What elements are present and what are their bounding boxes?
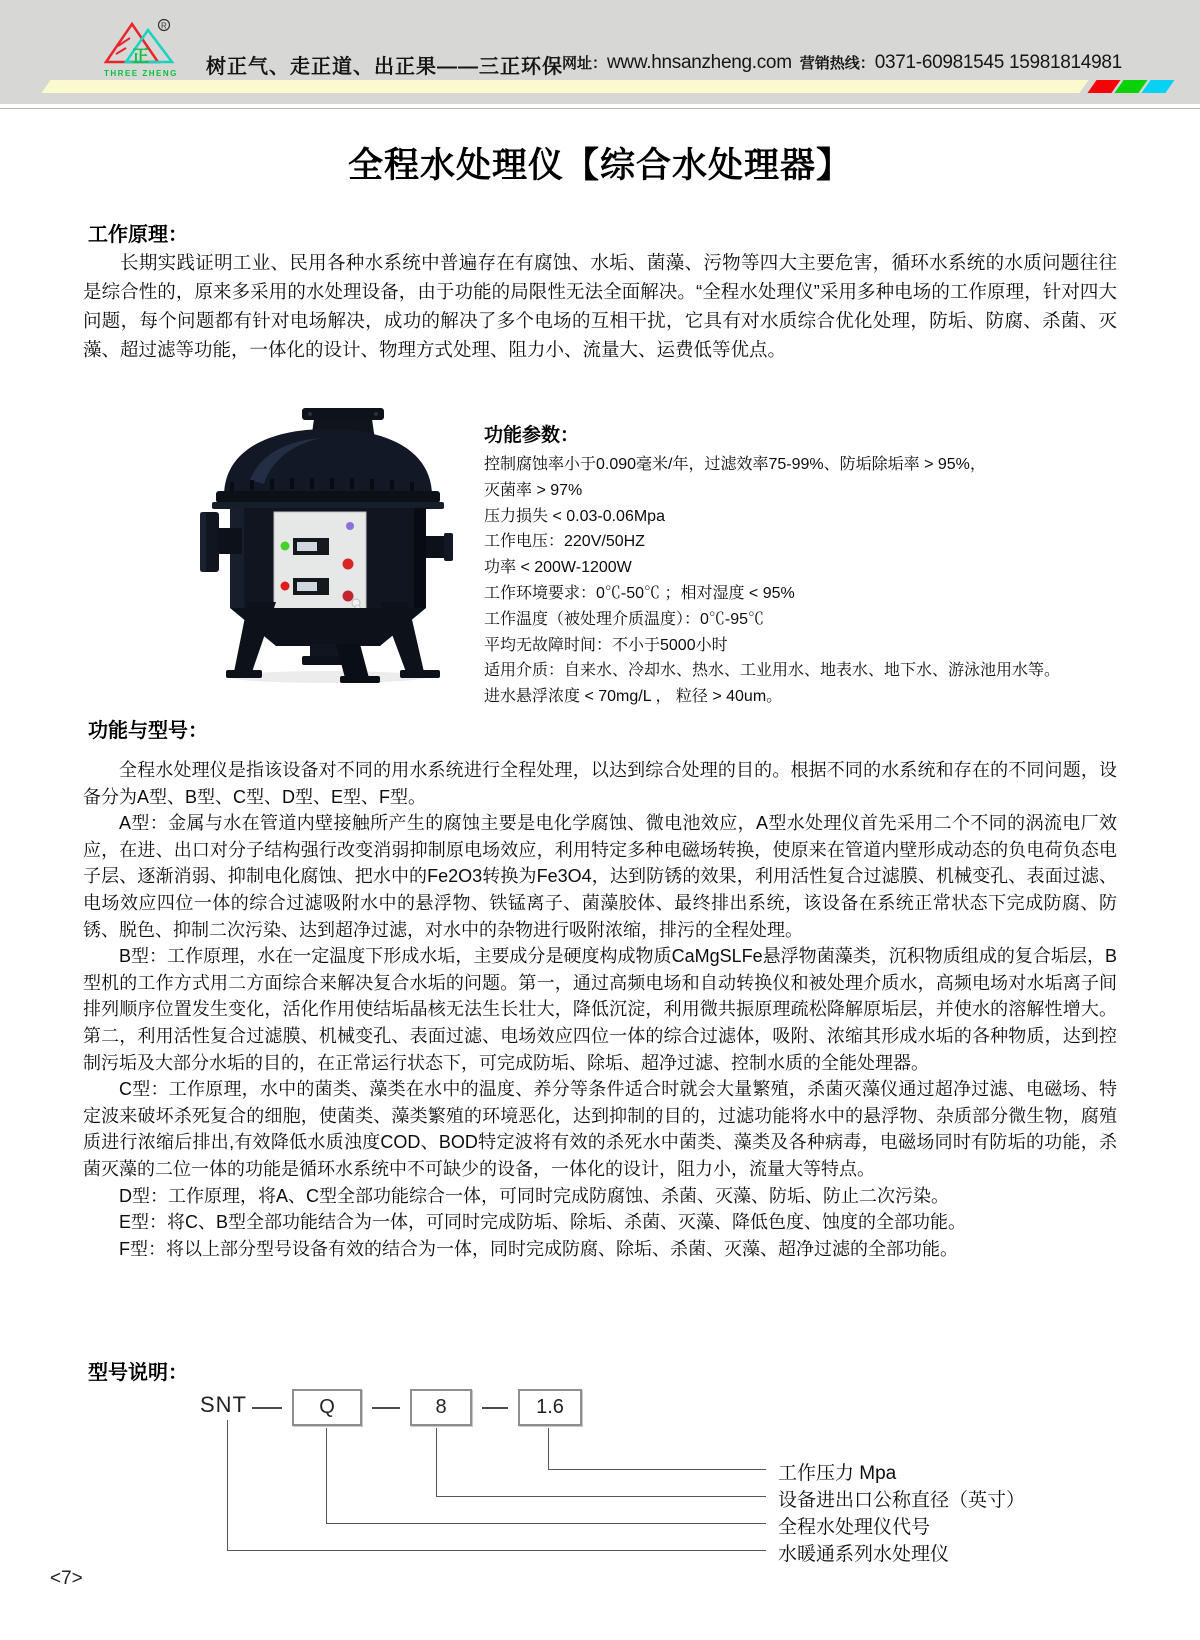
model-code-box-16: 1.6 [518, 1389, 582, 1426]
model-a-paragraph: A型：金属与水在管道内壁接触所产生的腐蚀主要是电化学腐蚀、微电池效应，A型水处理仪首先采用二个不同的涡流电厂效应，在进、出口对分子结构强行改变消弱抑制原电场效应，利用特定多种电磁场转换，使原来在管道内壁形成动态的负电荷负态电子层、逐渐消弱、抑制电化腐蚀、把水中的Fe2O3转换为Fe3O4，达到防锈的效果，利用活性复合过滤膜、机械变孔、表面过滤、电场效应四位一体的综合过滤吸附水中的悬浮物、铁锰离子、菌藻胶体、最终排出系统，该设备在系统正常状态下完成防腐、防锈、脱色、抑制二次污染、达到超净过滤，对水中的杂物进行吸附浓缩，排污的全程处理。 [83, 813, 1117, 940]
page-number: <7> [50, 1568, 83, 1589]
model-code-label-code: 全程水处理仪代号 [778, 1517, 931, 1538]
diagram-dash [482, 1407, 508, 1409]
model-code-label-series: 水暖通系列水处理仪 [778, 1544, 950, 1565]
diagram-connector-line [227, 1550, 766, 1551]
website-url: www.hnsanzheng.com [607, 52, 792, 73]
diagram-connector-line [227, 1420, 228, 1550]
diagram-connector-line [548, 1469, 766, 1470]
model-f-paragraph: F型：将以上部分型号设备有效的结合为一体，同时完成防腐、除垢、杀菌、灭藻、超净过滤的全部功能。 [119, 1238, 958, 1259]
parameter-line: 控制腐蚀率小于0.090毫米/年，过滤效率75-99%、防垢除垢率 > 95%， [484, 456, 986, 473]
header-divider [0, 108, 1200, 109]
parameter-line: 工作环境要求：0℃-50℃ ；相对湿度 < 95% [484, 584, 795, 602]
parameter-line: 工作电压：220V/50HZ [484, 533, 645, 551]
model-b-paragraph: B型：工作原理，水在一定温度下形成水垢，主要成分是硬度构成物质CaMgSLFe悬浮物菌藻类，沉积物质组成的复合垢层，B型机的工作方式用二方面综合来解决复合水垢的问题。第一，通过高频电场和自动转换仪和被处理介质水，高频电场对水垢离子间排列顺序位置发生变化，活化作用使结垢晶核无法生长壮大，降低沉淀，利用微共振原理疏松降解原垢层，并使水的溶解性增大。第二，利用活性复合过滤膜、机械变孔、表面过滤、电场效应四位一体的综合过滤体，吸附、浓缩其形成水垢的各种物质，达到控制污垢及大部分水垢的目的，在正常运行状态下，可完成防垢、除垢、超净过滤、控制水质的全能处理器。 [83, 946, 1117, 1073]
cyan-parallelogram [1141, 80, 1174, 93]
header-color-band [0, 80, 1200, 93]
svg-text:R: R [161, 21, 167, 31]
website-label: 网址： [562, 55, 608, 72]
parameter-line: 灭菌率 > 97% [484, 481, 583, 499]
model-code-box-8: 8 [410, 1389, 472, 1426]
three-zheng-logo [96, 16, 192, 82]
model-d-paragraph: D型：工作原理，将A、C型全部功能综合一体，可同时完成防腐蚀、杀菌、灭藻、防垢、防止二次污染。 [119, 1185, 949, 1206]
model-code-heading: 型号说明： [88, 1362, 188, 1384]
model-c-paragraph: C型：工作原理，水中的菌类、藻类在水中的温度、养分等条件适合时就会大量繁殖，杀菌灭藻仪通过超净过滤、电磁场、特定波来破坏杀死复合的细胞，使菌类、藻类繁殖的环境恶化，达到抑制的目的，过滤功能将水中的悬浮物、杂质部分微生物，腐殖质进行浓缩后排出,有效降低水质浊度COD、BOD特定波将有效的杀死水中菌类、藻类及各种病毒，电磁场同时有防垢的功能，杀菌灭藻的二位一体的功能是循环水系统中不可缺少的设备，一体化的设计，阻力小，流量大等特点。 [83, 1079, 1117, 1179]
diagram-connector-line [548, 1428, 549, 1469]
parameter-line: 适用介质：自来水、冷却水、热水、工业用水、地表水、地下水、游泳池用水等。 [484, 662, 1061, 680]
hotline-label: 营销热线： [799, 55, 875, 72]
product-photo [188, 396, 470, 686]
model-code-box-q: Q [292, 1389, 362, 1426]
model-code-label-pressure: 工作压力 Mpa [778, 1463, 897, 1484]
hotline-numbers: 0371-60981545 15981814981 [874, 52, 1122, 73]
parameters-heading: 功能参数： [484, 425, 580, 446]
parameter-line: 压力损失 < 0.03-0.06Mpa [484, 507, 665, 525]
header-contact [562, 52, 1130, 74]
diagram-connector-line [326, 1428, 327, 1523]
logo-caption: THREE ZHENG [104, 69, 178, 78]
svg-text:正: 正 [132, 47, 149, 66]
diagram-connector-line [326, 1523, 766, 1524]
diagram-dash [252, 1407, 282, 1409]
parameter-line: 工作温度（被处理介质温度）：0℃-95℃ [484, 610, 765, 628]
parameter-line: 功率 < 200W-1200W [484, 559, 632, 577]
diagram-connector-line [436, 1428, 437, 1496]
models-intro-paragraph: 全程水处理仪是指该设备对不同的用水系统进行全程处理，以达到综合处理的目的。根据不同的水系统和存在的不同问题，设备分为A型、B型、C型、D型、E型、F型。 [83, 760, 1117, 807]
water-treatment-device-illustration [188, 396, 470, 686]
diagram-dash [372, 1407, 400, 1409]
yellow-band [41, 80, 1088, 93]
working-principle-heading: 工作原理： [88, 224, 188, 246]
models-heading: 功能与型号： [88, 720, 208, 742]
model-code-label-diameter: 设备进出口公称直径（英寸） [778, 1490, 1026, 1511]
model-code-prefix: SNT [200, 1392, 247, 1417]
diagram-connector-line [436, 1496, 766, 1497]
logo-icon [96, 16, 192, 82]
working-principle-body: 长期实践证明工业、民用各种水系统中普遍存在有腐蚀、水垢、菌藻、污物等四大主要危害，循环水系统的水质问题往往是综合性的，原来多采用的水处理设备，由于功能的局限性无法全面解决。“全程水处理仪”采用多种电场的工作原理，针对四大问题，每个问题都有针对电场解决，成功的解决了多个电场的互相干扰，它具有对水质综合优化处理，防垢、防腐、杀菌、灭藻、超过滤等功能，一体化的设计、物理方式处理、阻力小、流量大、运费低等优点。 [83, 252, 1117, 360]
model-e-paragraph: E型：将C、B型全部功能结合为一体，可同时完成防垢、除垢、杀菌、灭藻、降低色度、蚀度的全部功能。 [119, 1212, 967, 1233]
page-title: 全程水处理仪【综合水处理器】 [347, 146, 852, 185]
page-header [0, 0, 1200, 104]
models-section [83, 714, 1117, 1262]
company-slogan: 树正气、走正道、出正果——三正环保 [206, 56, 563, 78]
parameter-line: 平均无故障时间：不小于5000小时 [484, 636, 728, 654]
parameters-list [484, 452, 1144, 710]
parameter-line: 进水悬浮浓度 < 70mg/L ， 粒径 > 40um。 [484, 688, 783, 706]
